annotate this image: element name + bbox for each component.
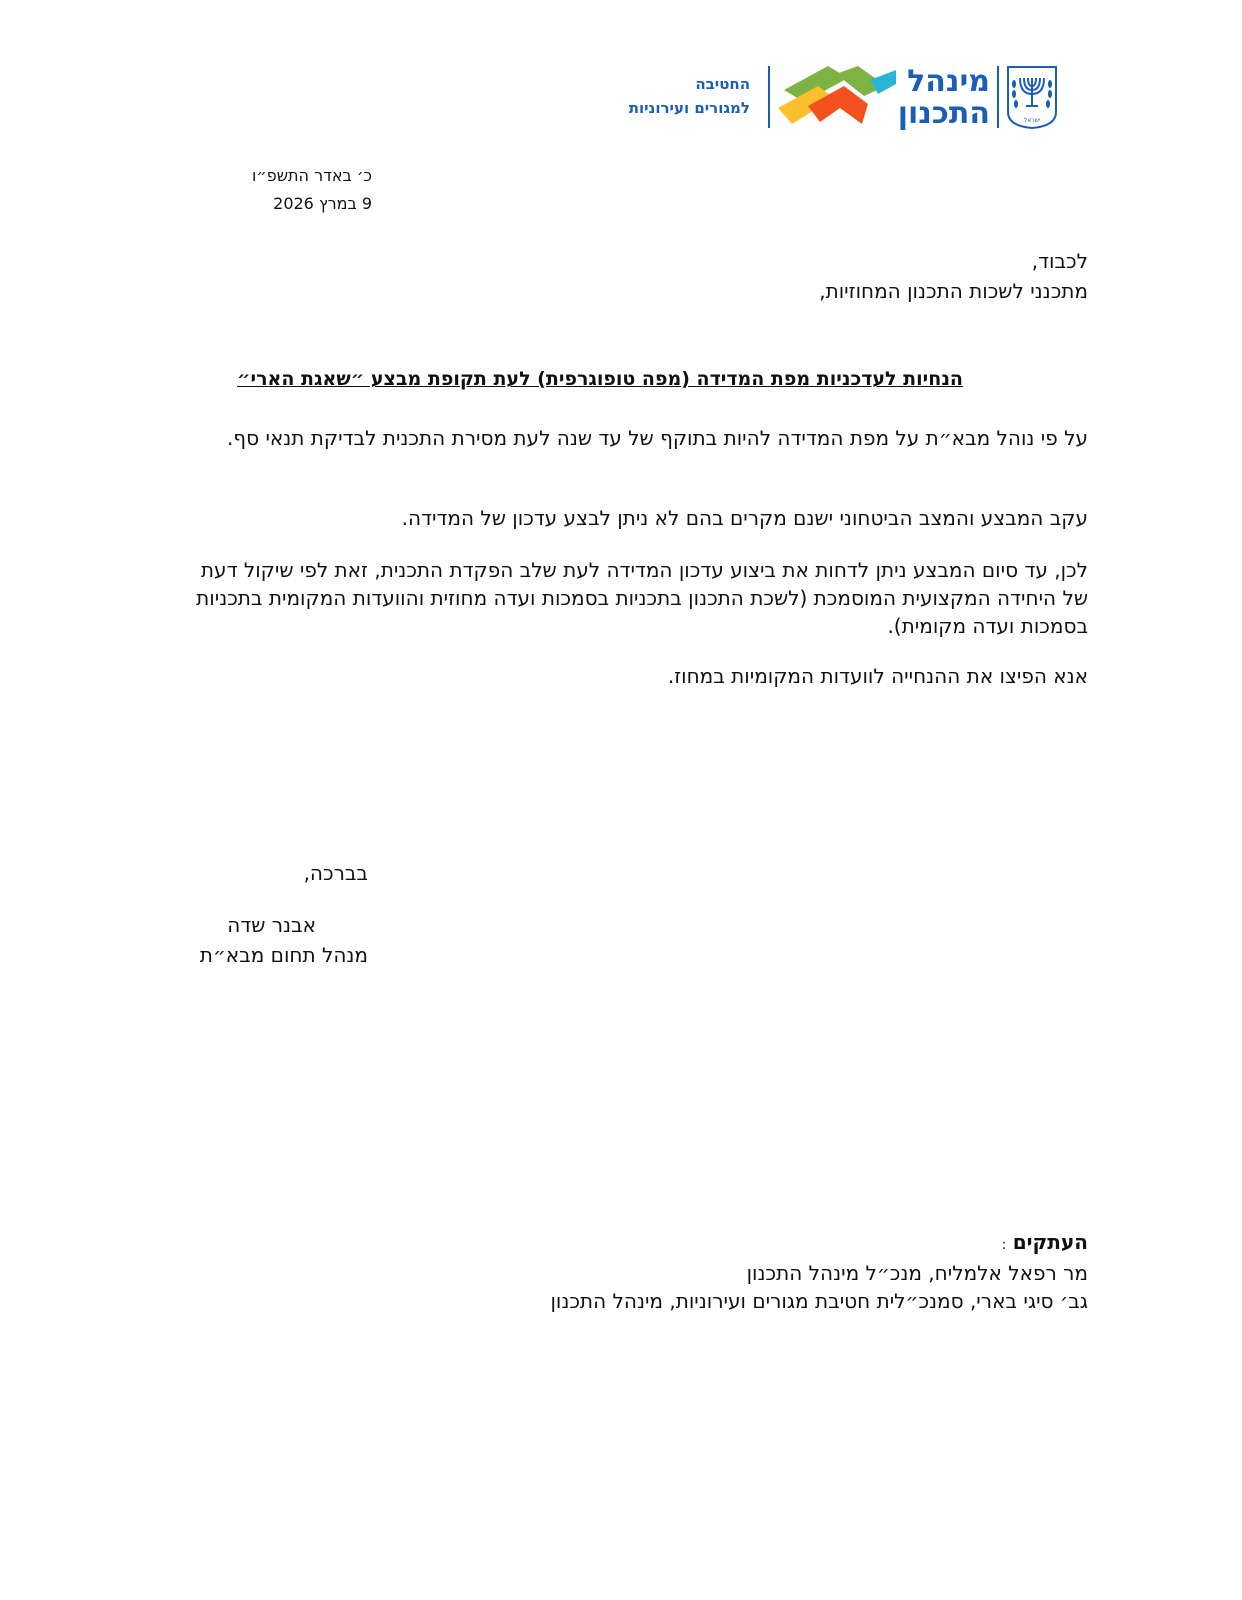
header-divider [768,66,770,128]
cc-recipient: מר רפאל אלמליח, מנכ״ל מינהל התכנון [746,1261,1088,1285]
cc-heading [420,1228,1088,1259]
addressee-line1: לכבוד, [1031,249,1088,273]
closing-salutation: בברכה, [303,861,368,885]
letter-dates [180,162,372,218]
hebrew-date: כ׳ באדר התשפ״ו [252,166,372,185]
cc-colon: : [1001,1237,1007,1253]
division-line1: החטיבה [695,75,750,93]
addressee-line2: מתכנני לשכות התכנון המחוזיות, [819,279,1088,303]
org-name [897,64,990,131]
org-name-line2: התכנון [897,96,990,131]
signer-name: אבנר שדה [227,913,316,937]
letterhead [0,0,1242,150]
header-divider [997,66,999,128]
cc-list [420,1228,1088,1315]
body-paragraph: על פי נוהל מבא״ת על מפת המדידה להיות בתוקף של עד שנה לעת מסירת התכנית לבדיקת תנאי סף. [226,426,1088,450]
org-name-line1: מינהל [907,64,990,99]
signature-block [168,858,368,970]
letter-subject: הנחיות לעדכניות מפת המדידה (מפה טופוגרפית) לעת תקופת מבצע ״שאגת הארי״ [237,368,963,390]
body-paragraph: עקב המבצע והמצב הביטחוני ישנם מקרים בהם לא ניתן לבצע עדכון של המדידה. [401,506,1088,530]
state-emblem-icon [1005,64,1059,130]
emblem-label: ישראל [1023,117,1041,124]
body-paragraph: אנא הפיצו את ההנחייה לוועדות המקומיות במחוז. [667,664,1088,688]
cc-label: העתקים [1012,1230,1088,1254]
division-line2: למגורים ועירוניות [628,99,750,117]
addressee [700,246,1088,306]
body-paragraph: לכן, עד סיום המבצע ניתן לדחות את ביצוע עדכון המדידה לעת שלב הפקדת התכנית, זאת לפי שיקול דעת של היחידה המקצועית המוסמכת (לשכת התכנון בתכניות בסמכות ועדה מחוזית והוועדות המקומית בתכניות בסמכות ועדה מקומית). [196,558,1088,638]
planning-logo-mark-icon [778,64,906,132]
cc-recipient: גב׳ סיגי בארי, סמנכ״לית חטיבת מגורים ועירוניות, מינהל התכנון [550,1289,1088,1313]
signer-role: מנהל תחום מבא״ת [199,943,368,967]
gregorian-date: 9 במרץ 2026 [273,194,372,213]
division-name [560,72,750,120]
